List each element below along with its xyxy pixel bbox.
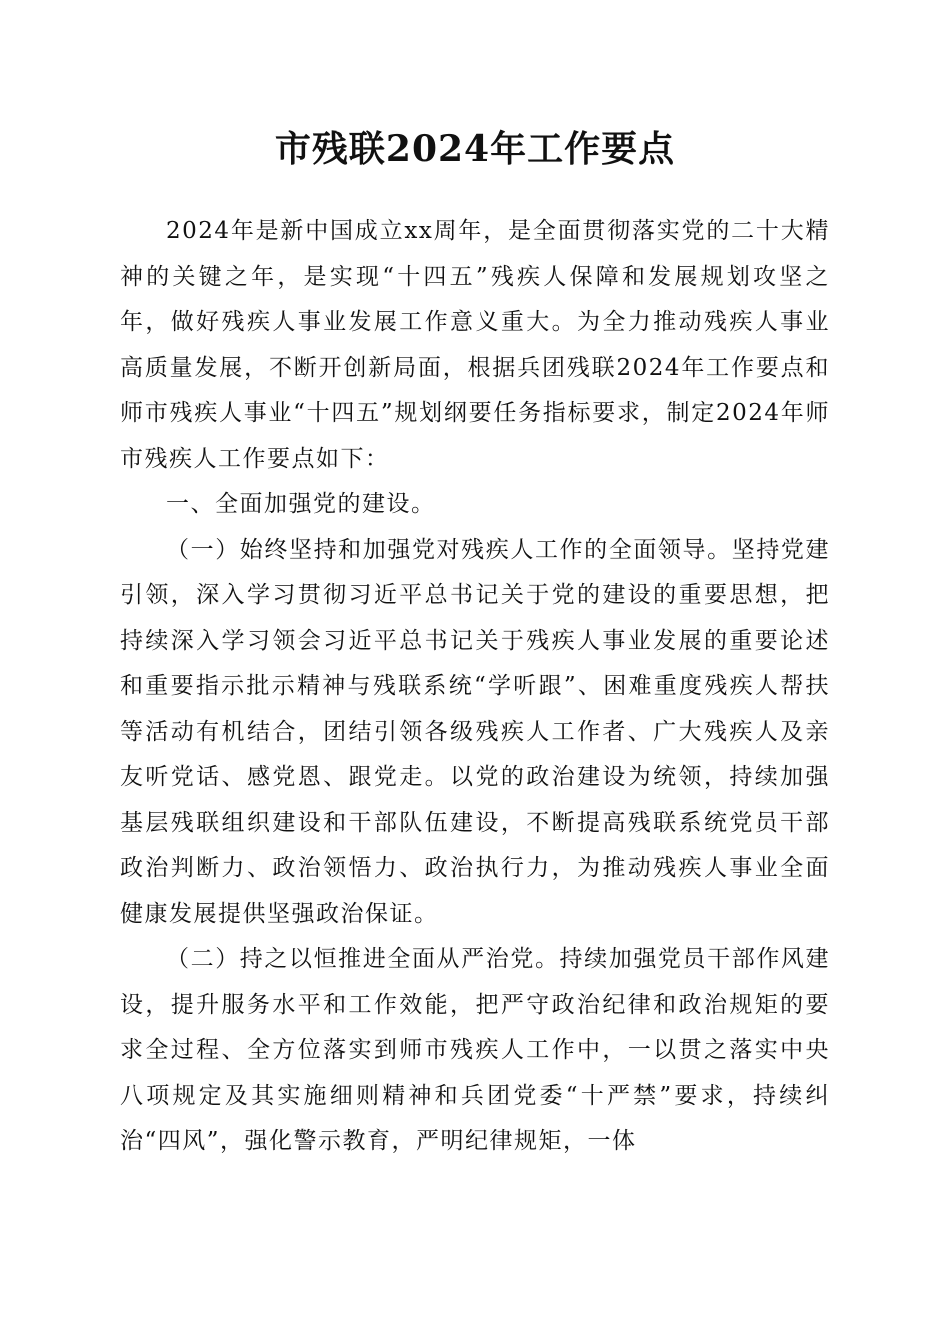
item-1-body: 坚持党建引领，深入学习贯彻习近平总书记关于党的建设的重要思想，把持续深入学习领会习近平总书记关于残疾人事业发展的重要论述和重要指示批示精神与残联系统“学听跟”、困难重度残疾人帮扶等活动有机结合，团结引领各级残疾人工作者、广大残疾人及亲友听党话、感党恩、跟党走。以党的政治建设为统领，持续加强基层残联组织建设和干部队伍建设，不断提高残联系统党员干部政治判断力、政治领悟力、政治执行力，为推动残疾人事业全面健康发展提供坚强政治保证。: [120, 536, 831, 927]
paragraph-item-1: [120, 528, 830, 938]
paragraph-item-2: [120, 937, 830, 1165]
item-1-lead: （一）始终坚持和加强党对残疾人工作的全面领导。: [166, 536, 732, 563]
intro-paragraph: 2024年是新中国成立xx周年，是全面贯彻落实党的二十大精神的关键之年，是实现“十四五”残疾人保障和发展规划攻坚之年，做好残疾人事业发展工作意义重大。为全力推动残疾人事业高质量发展，不断开创新局面，根据兵团残联2024年工作要点和师市残疾人事业“十四五”规划纲要任务指标要求，制定2024年师市残疾人工作要点如下：: [120, 218, 830, 472]
section-heading-1: 一、全面加强党的建设。: [166, 491, 436, 518]
item-2-body: 持续加强党员干部作风建设，提升服务水平和工作效能，把严守政治纪律和政治规矩的要求全过程、全方位落实到师市残疾人工作中，一以贯之落实中央八项规定及其实施细则精神和兵团党委“十严禁”要求，持续纠治“四风”，强化警示教育，严明纪律规矩，一体: [120, 946, 831, 1155]
document-title: 市残联2024年工作要点: [274, 128, 676, 170]
document-page: [120, 128, 830, 1165]
item-2-lead: （二）持之以恒推进全面从严治党。: [166, 946, 560, 973]
